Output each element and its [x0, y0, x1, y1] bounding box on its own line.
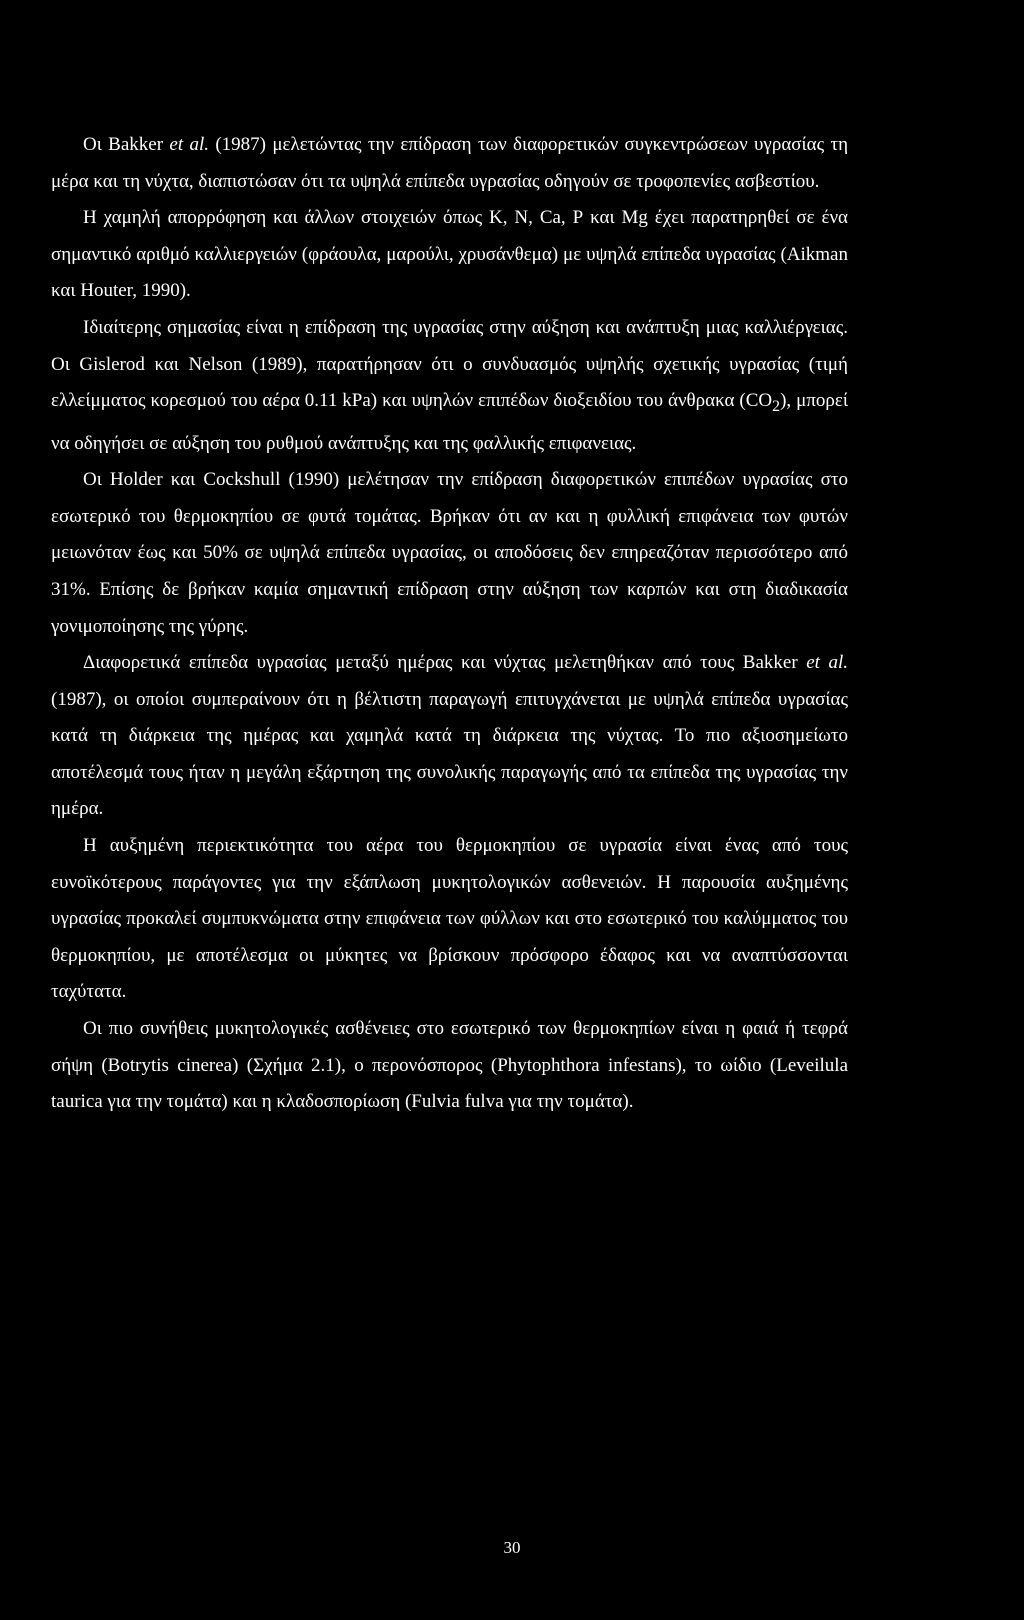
text-run: Διαφορετικά επίπεδα υγρασίας μεταξύ ημέρας και νύχτας μελετηθήκαν από τους Bakker [83, 652, 807, 674]
subscript-text: 2 [772, 397, 781, 415]
text-run: (1987) μελετώντας την επίδραση των διαφορετικών συγκεντρώσεων υγρασίας τη μέρα και τη νύχτα, διαπιστώσαν ότι τα υψηλά επίπεδα υγρασίας οδηγούν σε τροφοπενίες ασβεστίου. [51, 134, 849, 192]
document-body [51, 127, 848, 1121]
text-run: Η αυξημένη περιεκτικότητα του αέρα του θερμοκηπίου σε υγρασία είναι ένας από τους ευνοϊκότερους παράγοντες για την εξάπλωση μυκητολογικών ασθενειών. Η παρουσία αυξημένης υγρασίας προκαλεί συμπυκνώματα στην επιφάνεια των φύλλων και στο εσωτερικό του καλύμματος του θερμοκηπίου, με αποτέλεσμα οι μύκητες να βρίσκουν πρόσφορο έδαφος και να αναπτύσσονται ταχύτατα. [51, 835, 848, 1003]
text-run: (1987), οι οποίοι συμπεραίνουν ότι η βέλτιστη παραγωγή επιτυγχάνεται με υψηλά επίπεδα υγρασίας κατά τη διάρκεια της ημέρας και χαμηλά κατά τη διάρκεια της νύχτας. Το πιο αξιοσημείωτο αποτέλεσμά τους ήταν η μεγάλη εξάρτηση της συνολικής παραγωγής από τα επίπεδα της υγρασίας την ημέρα. [51, 688, 848, 820]
paragraph [51, 462, 848, 645]
paragraph [51, 645, 848, 828]
italic-text: et al. [169, 134, 209, 155]
paragraph [51, 127, 848, 200]
text-run: ), μπορεί να οδηγήσει σε αύξηση του ρυθμού ανάπτυξης και της φαλλικής επιφανειας. [51, 390, 848, 454]
text-run: Η χαμηλή απορρόφηση και άλλων στοιχειών όπως Κ, Ν, Ca, Ρ και Mg έχει παρατηρηθεί σε ένα σημαντικό αριθμό καλλιεργειών (φράουλα, μαρούλι, χρυσάνθεμα) με υψηλά επίπεδα υγρασίας (Aikman και Houter, 1990). [51, 207, 848, 302]
paragraph [51, 310, 848, 462]
text-run: Οι πιο συνήθεις μυκητολογικές ασθένειες στο εσωτερικό των θερμοκηπίων είναι η φαιά ή τεφρά σήψη (Botrytis cinerea) (Σχήμα 2.1), ο περονόσπορος (Phytophthora infestans), το ωίδιο (Leveilula taurica για την τομάτα) και η κλαδοσπορίωση (Fulvia fulva για την τομάτα). [51, 1018, 848, 1113]
text-run: Οι Bakker [83, 134, 170, 155]
italic-text: et al. [806, 652, 848, 674]
page-number: 30 [503, 1538, 521, 1557]
paragraph [51, 200, 848, 310]
paragraph [51, 828, 848, 1011]
text-run: Ιδιαίτερης σημασίας είναι η επίδραση της υγρασίας στην αύξηση και ανάπτυξη μιας καλλιέργειας. Οι Gislerod και Nelson (1989), παρατήρησαν ότι ο συνδυασμός υψηλής σχετικής υγρασίας (τιμή ελλείμματος κορεσμού του αέρα 0.11 kPa) και υψηλών επιπέδων διοξειδίου του άνθρακα (CO [51, 316, 848, 412]
paragraph [51, 1011, 848, 1121]
text-run: Οι Holder και Cockshull (1990) μελέτησαν την επίδραση διαφορετικών επιπέδων υγρασίας στο εσωτερικό του θερμοκηπίου σε φυτά τομάτας. Βρήκαν ότι αν και η φυλλική επιφάνεια των φυτών μειωνόταν έως και 50% σε υψηλά επίπεδα υγρασίας, οι αποδόσεις δεν επηρεαζόταν περισσότερο από 31%. Επίσης δε βρήκαν καμία σημαντική επίδραση στην αύξηση των καρπών και στη διαδικασία γονιμοποίησης της γύρης. [51, 469, 848, 637]
